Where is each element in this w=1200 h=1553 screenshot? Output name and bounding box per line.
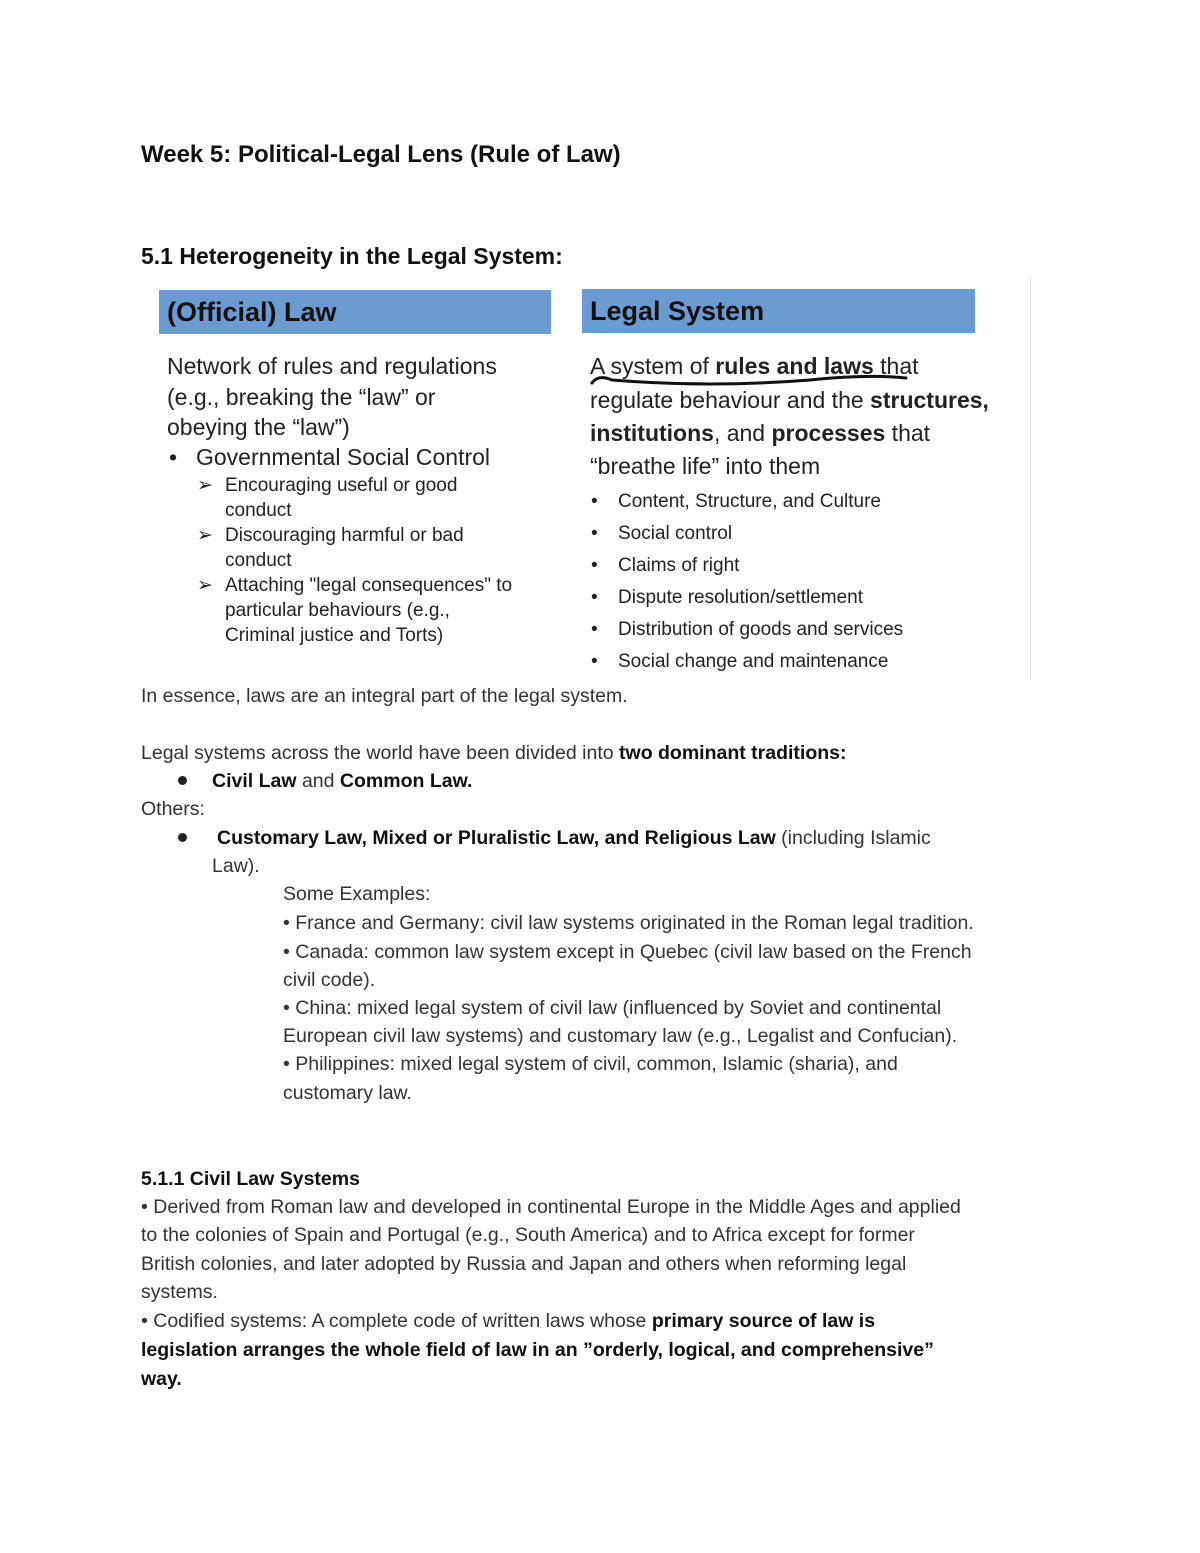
example-canada-line-1: • Canada: common law system except in Quebec (civil law based on the French <box>283 941 972 963</box>
right-bullet-dot: • <box>591 523 598 544</box>
legal-system-header: Legal System <box>582 289 975 333</box>
left-intro-line-3: obeying the “law”) <box>167 414 350 440</box>
others-bullet-line-2: Law). <box>212 855 260 877</box>
left-sub-1-line-2: conduct <box>225 500 292 521</box>
civil-p1-line-3: British colonies, and later adopted by Russia and Japan and others when reforming legal <box>141 1253 907 1275</box>
example-philippines-line-2: customary law. <box>283 1082 412 1104</box>
right-bullet-dot: • <box>591 555 598 576</box>
left-bullet-governmental: Governmental Social Control <box>196 444 491 470</box>
civil-p2-line-2: legislation arranges the whole field of law in an ”orderly, logical, and comprehensive” <box>141 1339 934 1361</box>
left-sub-2-line-2: conduct <box>225 550 292 571</box>
right-bullet-dot: • <box>591 587 598 608</box>
right-bullet-item: Claims of right <box>618 555 740 576</box>
examples-label: Some Examples: <box>283 883 431 905</box>
section-heading: 5.1 Heterogeneity in the Legal System: <box>141 243 563 269</box>
left-sub-3-line-2: particular behaviours (e.g., <box>225 600 450 621</box>
civil-law-heading: 5.1.1 Civil Law Systems <box>141 1168 360 1190</box>
law-vs-legal-system-figure <box>155 275 1035 680</box>
right-bullet-item: Content, Structure, and Culture <box>618 491 881 512</box>
example-canada-line-2: civil code). <box>283 969 376 991</box>
example-france-germany: • France and Germany: civil law systems originated in the Roman legal tradition. <box>283 912 974 934</box>
arrow-bullet-icon: ➢ <box>197 525 213 546</box>
official-law-header: (Official) Law <box>159 290 551 334</box>
right-bullet-item: Social change and maintenance <box>618 651 889 672</box>
page-title: Week 5: Political-Legal Lens (Rule of Law) <box>141 141 621 168</box>
paragraph-essence: In essence, laws are an integral part of the legal system. <box>141 685 628 707</box>
right-line-3: institutions, and processes that <box>590 420 931 446</box>
others-label: Others: <box>141 798 205 820</box>
civil-p2-line-1: • Codified systems: A complete code of written laws whose primary source of law is <box>141 1310 876 1332</box>
right-bullet-item: Distribution of goods and services <box>618 619 904 640</box>
right-bullet-dot: • <box>591 619 598 640</box>
civil-p1-line-4: systems. <box>141 1281 218 1303</box>
example-philippines-line-1: • Philippines: mixed legal system of civil, common, Islamic (sharia), and <box>283 1053 898 1075</box>
example-china-line-1: • China: mixed legal system of civil law (influenced by Soviet and continental <box>283 997 942 1019</box>
paragraph-traditions: Legal systems across the world have been divided into two dominant traditions: <box>141 742 847 764</box>
right-bullet-dot: • <box>591 491 598 512</box>
left-bullet-dot: • <box>169 444 178 470</box>
left-sub-3-line-3: Criminal justice and Torts) <box>225 625 444 646</box>
bullet-civil-common: Civil Law and Common Law. <box>212 770 473 792</box>
left-intro-line-2: (e.g., breaking the “law” or <box>167 384 436 410</box>
left-sub-2-line-1: Discouraging harmful or bad <box>225 525 464 546</box>
left-sub-3-line-1: Attaching "legal consequences" to <box>225 575 513 596</box>
figure-edge-line <box>1030 275 1031 680</box>
example-china-line-2: European civil law systems) and customary law (e.g., Legalist and Confucian). <box>283 1025 958 1047</box>
others-bullet-line-1: Customary Law, Mixed or Pluralistic Law, and Religious Law (including Islamic <box>217 827 931 849</box>
left-sub-1-line-1: Encouraging useful or good <box>225 475 458 496</box>
right-bullet-item: Social control <box>618 523 733 544</box>
civil-p1-line-2: to the colonies of Spain and Portugal (e.g., South America) and to Africa except for former <box>141 1224 915 1246</box>
left-intro-line-1: Network of rules and regulations <box>167 353 497 379</box>
bullet-dot <box>178 776 187 785</box>
right-bullet-dot: • <box>591 651 598 672</box>
bullet-dot <box>178 833 187 842</box>
right-line-1: A system of rules and laws that <box>590 353 919 379</box>
civil-p2-line-3: way. <box>141 1368 182 1390</box>
right-line-2: regulate behaviour and the structures, <box>590 387 989 413</box>
civil-p1-line-1: • Derived from Roman law and developed in continental Europe in the Middle Ages and applied <box>141 1196 961 1218</box>
arrow-bullet-icon: ➢ <box>197 475 213 496</box>
right-line-4: “breathe life” into them <box>590 453 821 479</box>
right-bullet-item: Dispute resolution/settlement <box>618 587 864 608</box>
arrow-bullet-icon: ➢ <box>197 575 213 596</box>
